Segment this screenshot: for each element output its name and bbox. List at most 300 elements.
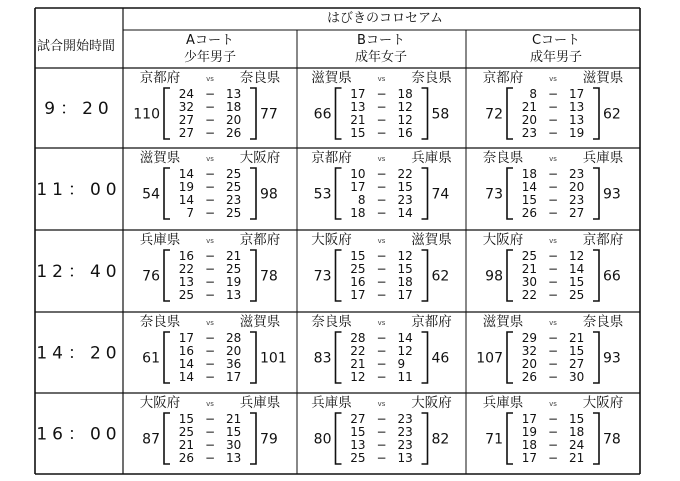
period-dash: − — [547, 370, 559, 384]
period-score-right: 15 — [569, 344, 585, 358]
total-score-right: 62 — [431, 268, 450, 285]
period-dash: − — [204, 87, 216, 101]
period-dash: − — [376, 438, 387, 452]
period-score-left: 21 — [178, 438, 194, 452]
period-score-left: 26 — [178, 451, 194, 465]
period-score-left: 13 — [350, 100, 366, 114]
total-score-right: 77 — [260, 106, 278, 123]
period-score-right: 25 — [226, 262, 242, 276]
period-score-right: 27 — [569, 206, 585, 220]
period-dash: − — [547, 126, 559, 140]
period-score-left: 7 — [186, 206, 194, 220]
team-left: 京都府 — [311, 150, 352, 166]
bracket-left — [164, 88, 170, 139]
total-score-left: 83 — [313, 350, 332, 367]
period-score-right: 21 — [226, 412, 242, 426]
vs-label: vs — [206, 237, 214, 245]
period-score-right: 13 — [226, 451, 242, 465]
match-cell — [483, 394, 624, 465]
period-score-left: 26 — [521, 370, 537, 384]
match-cell — [311, 231, 452, 302]
total-score-right: 82 — [431, 431, 450, 448]
period-dash: − — [376, 370, 387, 384]
period-score-right: 28 — [226, 331, 242, 345]
match-cell — [311, 150, 452, 220]
bracket-right — [593, 168, 599, 219]
period-dash: − — [204, 331, 216, 345]
vs-label: vs — [549, 237, 557, 245]
period-score-left: 19 — [178, 180, 194, 194]
total-score-right: 101 — [260, 350, 287, 367]
period-dash: − — [204, 100, 216, 114]
period-dash: − — [547, 167, 559, 181]
period-score-right: 15 — [397, 262, 413, 276]
period-score-right: 26 — [226, 126, 242, 140]
period-score-left: 21 — [350, 113, 366, 127]
bracket-right — [422, 413, 428, 464]
time-slot-row — [44, 70, 623, 140]
period-score-right: 15 — [397, 180, 413, 194]
vs-label: vs — [206, 400, 214, 408]
period-score-right: 30 — [226, 438, 242, 452]
total-score-left: 66 — [313, 106, 332, 123]
team-right: 滋賀県 — [582, 70, 624, 86]
period-dash: − — [547, 262, 559, 276]
start-time: 12：40 — [36, 262, 122, 282]
period-score-left: 18 — [350, 206, 366, 220]
vs-label: vs — [206, 319, 214, 327]
start-time: 16：00 — [36, 424, 122, 445]
period-dash: − — [204, 288, 216, 302]
period-score-left: 27 — [178, 113, 194, 127]
period-score-right: 25 — [569, 288, 585, 302]
period-dash: − — [376, 331, 387, 345]
period-score-left: 14 — [178, 167, 194, 181]
period-score-left: 21 — [350, 357, 366, 371]
period-score-left: 23 — [521, 126, 537, 140]
match-cell — [140, 394, 281, 465]
team-left: 滋賀県 — [311, 70, 352, 86]
period-dash: − — [547, 438, 559, 452]
start-time: 14：20 — [36, 343, 122, 364]
period-dash: − — [376, 344, 387, 358]
bracket-right — [422, 250, 428, 301]
bracket-left — [164, 168, 170, 219]
period-score-right: 23 — [226, 193, 242, 207]
time-column-header: 試合開始時間 — [36, 39, 116, 54]
period-score-left: 25 — [521, 249, 537, 263]
start-time: 11：00 — [36, 180, 122, 200]
period-dash: − — [204, 262, 216, 276]
team-left: 大阪府 — [482, 232, 524, 248]
vs-label: vs — [377, 155, 386, 163]
total-score-left: 87 — [142, 431, 160, 448]
vs-label: vs — [549, 400, 557, 408]
match-cell — [311, 70, 452, 140]
period-score-left: 15 — [178, 412, 194, 426]
period-score-left: 13 — [350, 438, 366, 452]
period-score-right: 19 — [569, 126, 585, 140]
match-cell — [133, 70, 280, 140]
vs-label: vs — [206, 75, 214, 83]
period-score-left: 32 — [178, 100, 194, 114]
bracket-right — [593, 413, 599, 464]
total-score-left: 73 — [313, 268, 332, 285]
period-score-right: 23 — [397, 193, 413, 207]
period-score-right: 20 — [226, 344, 242, 358]
period-score-right: 12 — [569, 249, 585, 263]
period-dash: − — [376, 275, 387, 289]
match-cell — [483, 70, 624, 140]
bracket-left — [336, 88, 342, 139]
total-score-right: 79 — [260, 431, 278, 448]
team-right: 奈良県 — [239, 70, 281, 86]
period-score-right: 20 — [226, 113, 242, 127]
bracket-right — [250, 332, 256, 383]
period-score-left: 17 — [350, 180, 366, 194]
team-right: 大阪府 — [239, 150, 281, 166]
period-score-left: 32 — [521, 344, 537, 358]
total-score-right: 66 — [603, 268, 621, 285]
period-score-left: 16 — [178, 344, 194, 358]
period-score-left: 21 — [521, 100, 537, 114]
bracket-left — [336, 413, 342, 464]
period-score-left: 25 — [178, 425, 194, 439]
period-score-left: 16 — [350, 275, 366, 289]
period-score-right: 18 — [397, 275, 413, 289]
team-right: 兵庫県 — [582, 150, 624, 166]
court-c-name: Cコート — [531, 33, 581, 48]
period-score-right: 21 — [226, 249, 242, 263]
match-cell — [311, 394, 452, 465]
total-score-left: 110 — [133, 106, 160, 123]
period-dash: − — [547, 180, 559, 194]
period-score-right: 24 — [569, 438, 585, 452]
period-score-left: 26 — [521, 206, 537, 220]
period-dash: − — [376, 206, 387, 220]
period-score-left: 13 — [178, 275, 194, 289]
period-dash: − — [547, 357, 559, 371]
period-score-left: 15 — [350, 425, 366, 439]
period-dash: − — [547, 113, 559, 127]
period-dash: − — [204, 180, 216, 194]
period-dash: − — [376, 249, 387, 263]
team-left: 京都府 — [139, 70, 181, 86]
bracket-right — [593, 250, 599, 301]
period-score-left: 17 — [521, 412, 537, 426]
period-dash: − — [376, 425, 387, 439]
period-score-right: 23 — [397, 438, 413, 452]
bracket-left — [336, 250, 342, 301]
total-score-left: 107 — [476, 350, 503, 367]
period-score-right: 13 — [226, 87, 242, 101]
period-score-left: 16 — [178, 249, 194, 263]
team-right: 兵庫県 — [239, 395, 281, 411]
bracket-right — [593, 332, 599, 383]
period-score-right: 12 — [397, 113, 413, 127]
total-score-left: 72 — [485, 106, 503, 123]
match-cell — [483, 150, 624, 220]
period-score-right: 15 — [569, 412, 585, 426]
period-score-right: 19 — [226, 275, 242, 289]
team-left: 兵庫県 — [311, 395, 352, 411]
period-dash: − — [376, 167, 387, 181]
period-dash: − — [204, 206, 216, 220]
period-score-left: 29 — [521, 331, 537, 345]
period-score-right: 27 — [569, 357, 585, 371]
bracket-right — [250, 88, 256, 139]
period-dash: − — [204, 425, 216, 439]
bracket-left — [336, 168, 342, 219]
period-score-right: 13 — [226, 288, 242, 302]
period-score-right: 12 — [397, 344, 413, 358]
team-left: 兵庫県 — [482, 395, 524, 411]
team-left: 奈良県 — [311, 314, 352, 330]
period-score-left: 18 — [521, 167, 537, 181]
period-score-right: 14 — [397, 331, 413, 345]
bracket-right — [250, 250, 256, 301]
period-score-left: 24 — [178, 87, 194, 101]
period-score-left: 22 — [178, 262, 194, 276]
total-score-left: 71 — [485, 431, 503, 448]
period-dash: − — [547, 288, 559, 302]
total-score-left: 80 — [313, 431, 332, 448]
team-right: 京都府 — [239, 232, 281, 248]
match-cell — [311, 314, 452, 384]
period-score-left: 25 — [178, 288, 194, 302]
period-score-right: 20 — [569, 180, 585, 194]
match-cell — [140, 314, 287, 384]
period-score-right: 23 — [569, 193, 585, 207]
court-a-category: 少年男子 — [183, 50, 237, 65]
team-right: 大阪府 — [411, 395, 452, 411]
bracket-left — [507, 332, 513, 383]
period-score-right: 9 — [397, 357, 406, 371]
total-score-right: 78 — [260, 268, 278, 285]
period-score-right: 13 — [397, 451, 413, 465]
period-score-right: 12 — [397, 249, 413, 263]
period-score-left: 25 — [350, 262, 366, 276]
team-right: 奈良県 — [582, 314, 624, 330]
period-score-right: 23 — [397, 412, 413, 426]
time-slots — [36, 70, 623, 465]
period-score-left: 8 — [357, 193, 366, 207]
total-score-right: 62 — [603, 106, 621, 123]
period-dash: − — [204, 167, 216, 181]
bracket-left — [507, 250, 513, 301]
bracket-right — [422, 88, 428, 139]
period-dash: − — [376, 180, 387, 194]
bracket-left — [164, 332, 170, 383]
period-score-right: 21 — [569, 331, 585, 345]
total-score-right: 78 — [603, 431, 621, 448]
period-score-right: 36 — [226, 357, 242, 371]
bracket-left — [507, 413, 513, 464]
period-score-right: 17 — [569, 87, 585, 101]
team-left: 大阪府 — [311, 232, 352, 248]
total-score-left: 73 — [485, 186, 503, 203]
team-left: 奈良県 — [139, 314, 181, 330]
start-time: 9：20 — [44, 99, 114, 119]
period-score-left: 17 — [178, 331, 194, 345]
court-c-category: 成年男子 — [529, 50, 583, 65]
match-cell — [483, 231, 624, 302]
period-dash: − — [376, 100, 387, 114]
period-dash: − — [376, 193, 387, 207]
period-score-right: 22 — [397, 167, 413, 181]
period-score-right: 21 — [569, 451, 585, 465]
period-dash: − — [547, 87, 559, 101]
period-dash: − — [204, 357, 216, 371]
period-dash: − — [204, 344, 216, 358]
period-dash: − — [547, 193, 559, 207]
total-score-left: 54 — [142, 186, 160, 203]
venue-title: はびきのコロセアム — [326, 11, 444, 26]
period-score-left: 22 — [350, 344, 366, 358]
period-score-left: 21 — [521, 262, 537, 276]
vs-label: vs — [377, 237, 386, 245]
team-left: 大阪府 — [139, 395, 181, 411]
period-score-right: 11 — [397, 370, 413, 384]
team-right: 奈良県 — [411, 70, 452, 86]
court-b-category: 成年女子 — [354, 50, 408, 65]
period-dash: − — [376, 87, 387, 101]
time-slot-row — [36, 314, 623, 384]
period-dash: − — [376, 126, 387, 140]
period-score-right: 17 — [226, 370, 242, 384]
period-score-left: 17 — [521, 451, 537, 465]
period-score-right: 14 — [569, 262, 585, 276]
period-dash: − — [547, 451, 559, 465]
period-dash: − — [547, 275, 559, 289]
total-score-left: 76 — [142, 268, 160, 285]
period-dash: − — [376, 262, 387, 276]
team-left: 兵庫県 — [139, 232, 181, 248]
total-score-right: 58 — [431, 106, 450, 123]
bracket-left — [507, 88, 513, 139]
period-score-left: 15 — [350, 126, 366, 140]
period-dash: − — [204, 193, 216, 207]
vs-label: vs — [206, 155, 214, 163]
court-a-name: Aコート — [186, 33, 234, 48]
period-score-right: 23 — [397, 425, 413, 439]
period-dash: − — [204, 113, 216, 127]
time-slot-row — [36, 149, 623, 220]
bracket-right — [250, 168, 256, 219]
period-score-left: 25 — [350, 451, 366, 465]
period-score-left: 22 — [521, 288, 537, 302]
team-left: 京都府 — [482, 70, 524, 86]
period-score-left: 15 — [521, 193, 537, 207]
court-b-name: Bコート — [357, 33, 405, 48]
period-dash: − — [547, 344, 559, 358]
period-score-right: 16 — [397, 126, 413, 140]
team-right: 兵庫県 — [411, 150, 452, 166]
period-score-left: 10 — [350, 167, 366, 181]
period-dash: − — [376, 451, 387, 465]
period-score-right: 25 — [226, 180, 242, 194]
period-score-left: 14 — [178, 370, 194, 384]
total-score-right: 74 — [431, 186, 450, 203]
period-dash: − — [204, 438, 216, 452]
period-dash: − — [376, 412, 387, 426]
period-score-left: 14 — [521, 180, 537, 194]
period-dash: − — [204, 370, 216, 384]
period-score-left: 12 — [350, 370, 366, 384]
vs-label: vs — [377, 75, 386, 83]
vs-label: vs — [549, 75, 557, 83]
period-dash: − — [376, 357, 387, 371]
team-right: 京都府 — [411, 314, 452, 330]
period-score-left: 28 — [350, 331, 366, 345]
period-score-right: 30 — [569, 370, 585, 384]
period-dash: − — [204, 451, 216, 465]
period-score-left: 8 — [529, 87, 537, 101]
vs-label: vs — [377, 400, 386, 408]
period-score-right: 25 — [226, 167, 242, 181]
match-cell — [476, 314, 623, 384]
period-dash: − — [547, 425, 559, 439]
bracket-right — [422, 168, 428, 219]
vs-label: vs — [549, 155, 557, 163]
total-score-left: 98 — [485, 268, 503, 285]
period-dash: − — [204, 275, 216, 289]
total-score-right: 46 — [431, 350, 450, 367]
period-score-left: 27 — [178, 126, 194, 140]
team-right: 滋賀県 — [411, 232, 452, 248]
total-score-left: 53 — [313, 186, 332, 203]
period-score-left: 17 — [350, 288, 366, 302]
period-score-right: 23 — [569, 167, 585, 181]
period-score-right: 18 — [397, 87, 413, 101]
period-score-right: 15 — [226, 425, 242, 439]
period-dash: − — [547, 100, 559, 114]
period-score-left: 14 — [178, 357, 194, 371]
team-left: 奈良県 — [482, 150, 524, 166]
time-slot-row — [36, 394, 623, 465]
vs-label: vs — [377, 319, 386, 327]
period-score-left: 15 — [350, 249, 366, 263]
period-score-right: 14 — [397, 206, 413, 220]
period-dash: − — [547, 412, 559, 426]
bracket-right — [422, 332, 428, 383]
team-right: 滋賀県 — [239, 314, 281, 330]
bracket-right — [593, 88, 599, 139]
period-score-left: 30 — [521, 275, 537, 289]
bracket-left — [507, 168, 513, 219]
period-score-left: 27 — [350, 412, 366, 426]
vs-label: vs — [549, 319, 557, 327]
period-dash: − — [547, 206, 559, 220]
period-score-left: 18 — [521, 438, 537, 452]
total-score-left: 61 — [142, 350, 160, 367]
total-score-right: 93 — [603, 186, 621, 203]
period-score-left: 14 — [178, 193, 194, 207]
bracket-left — [164, 413, 170, 464]
period-score-left: 19 — [521, 425, 537, 439]
total-score-right: 93 — [603, 350, 621, 367]
period-dash: − — [204, 126, 216, 140]
period-score-right: 13 — [569, 113, 585, 127]
period-score-right: 13 — [569, 100, 585, 114]
period-score-left: 20 — [521, 357, 537, 371]
period-score-right: 25 — [226, 206, 242, 220]
bracket-left — [336, 332, 342, 383]
period-dash: − — [547, 249, 559, 263]
time-slot-row — [36, 231, 623, 302]
period-dash: − — [376, 113, 387, 127]
team-right: 京都府 — [582, 232, 624, 248]
